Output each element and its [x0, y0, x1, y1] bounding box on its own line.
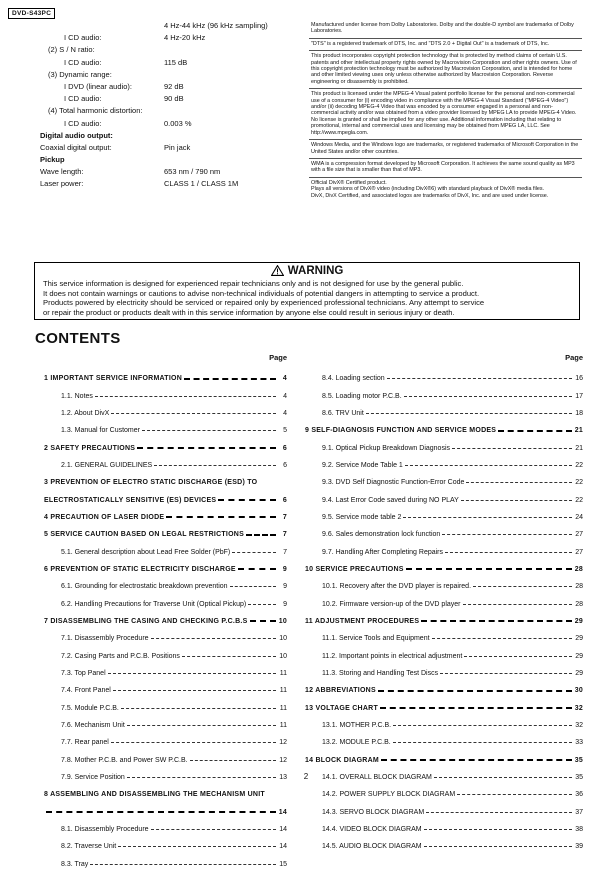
- toc-entry-title: 9 SELF-DIAGNOSIS FUNCTION AND SERVICE MODES: [305, 427, 497, 435]
- toc-entry-title: 7.6. Mechanism Unit: [61, 722, 125, 730]
- toc-entry-title: 7.4. Front Panel: [61, 687, 111, 695]
- toc-leader: [95, 396, 276, 397]
- toc-page-number: 37: [575, 808, 583, 816]
- toc-entry-title: 9.4. Last Error Code saved during NO PLAY: [322, 496, 459, 504]
- toc-page-number: 16: [575, 375, 583, 383]
- spec-label: (2) S / N ratio:: [48, 45, 95, 55]
- toc-leader: [137, 447, 276, 449]
- toc-entry-title: 9.5. Service mode table 2: [322, 513, 402, 521]
- toc-entry[interactable]: [305, 422, 583, 439]
- toc-page-number: 24: [575, 513, 583, 521]
- toc-leader: [404, 396, 572, 397]
- toc-page-number: 7: [282, 513, 287, 521]
- toc-leader: [393, 725, 572, 726]
- warning-box: [34, 262, 580, 320]
- license-notice: Official DivX® Certified product. Plays all versions of DivX® video (including DivX®6) with standard playback of DivX® media files. DivX, DivX Certified, and associated logos are trademarks of DivX, Inc. and are used under license.: [311, 179, 549, 199]
- toc-page-number: 32: [574, 704, 583, 712]
- toc-entry[interactable]: [305, 543, 583, 560]
- page-column-label: Page: [269, 353, 287, 362]
- toc-leader: [393, 742, 572, 743]
- toc-page-number: 17: [575, 392, 583, 400]
- toc-entry[interactable]: [44, 595, 287, 612]
- toc-leader: [111, 742, 276, 743]
- toc-entry-title: 7.1. Disassembly Procedure: [61, 635, 149, 643]
- toc-leader: [113, 690, 276, 691]
- toc-entry[interactable]: [44, 838, 287, 855]
- warning-line: Products powered by electricity should be serviced or repaired only by experienced professional technicians. Any attempt to service: [43, 298, 485, 308]
- spec-label: Wave length:: [40, 167, 84, 177]
- toc-leader: [380, 707, 572, 709]
- toc-leader: [218, 499, 276, 501]
- toc-page-number: 6: [283, 461, 287, 469]
- toc-leader: [118, 846, 276, 847]
- toc-entry-title: 11.3. Storing and Handling Test Discs: [322, 670, 439, 678]
- toc-page-number: 29: [575, 652, 583, 660]
- toc-leader: [232, 552, 276, 553]
- toc-leader: [424, 829, 572, 830]
- model-tag: DVD-S43PC: [8, 8, 55, 19]
- license-notice: "DTS" is a registered trademark of DTS, Inc. and "DTS 2.0 + Digital Out" is a trademark of DTS, Inc.: [309, 39, 582, 51]
- toc-entry-title: 9.2. Service Mode Table 1: [322, 461, 403, 469]
- toc-entry-title: 4 PRECAUTION OF LASER DIODE: [44, 513, 165, 521]
- toc-leader: [151, 638, 276, 639]
- toc-entry[interactable]: [305, 630, 583, 647]
- toc-page-number: 10: [279, 635, 287, 643]
- toc-entry[interactable]: [305, 648, 583, 665]
- toc-leader: [151, 829, 276, 830]
- spec-value: 90 dB: [164, 94, 184, 104]
- spec-row: [40, 32, 270, 44]
- spec-row: [40, 69, 270, 81]
- toc-entry[interactable]: [305, 700, 583, 717]
- toc-page-number: 21: [574, 427, 583, 435]
- toc-entry[interactable]: [305, 838, 583, 855]
- toc-entry-title: 7.7. Rear panel: [61, 739, 109, 747]
- toc-entry[interactable]: [305, 491, 583, 508]
- toc-leader: [406, 568, 572, 570]
- toc-entry-title: 7.5. Module P.C.B.: [61, 704, 119, 712]
- toc-leader: [378, 690, 572, 692]
- toc-page-number: 9: [282, 565, 287, 573]
- toc-entry-title: 10 SERVICE PRECAUTIONS: [305, 565, 404, 573]
- toc-leader: [366, 413, 572, 414]
- toc-entry[interactable]: [305, 804, 583, 821]
- toc-entry-title: 6.1. Grounding for electrostatic breakdown prevention: [61, 583, 228, 591]
- toc-entry[interactable]: [44, 491, 287, 508]
- toc-page-number: 14: [278, 808, 287, 816]
- spec-label: Pickup: [40, 155, 65, 165]
- warning-triangle-icon: [271, 265, 285, 279]
- toc-entry[interactable]: [44, 821, 287, 838]
- toc-page-number: 11: [279, 722, 287, 730]
- toc-entry[interactable]: [44, 630, 287, 647]
- toc-page-number: 7: [283, 548, 287, 556]
- toc-entry-title: 14.4. VIDEO BLOCK DIAGRAM: [322, 826, 422, 834]
- toc-leader: [90, 864, 276, 865]
- spec-label: I DVD (linear audio):: [64, 81, 132, 91]
- toc-page-number: 11: [279, 670, 287, 678]
- toc-leader: [111, 413, 276, 414]
- spec-row: [40, 142, 270, 154]
- toc-page-number: 4: [283, 409, 287, 417]
- toc-entry[interactable]: [44, 439, 287, 456]
- toc-entry[interactable]: [44, 856, 287, 873]
- spec-value: 92 dB: [164, 81, 184, 91]
- warning-line: This service information is designed for experienced repair technicians only and is not designed for use by the general public.: [43, 279, 464, 288]
- toc-entry[interactable]: [305, 595, 583, 612]
- toc-leader: [387, 378, 572, 379]
- toc-leader: [424, 846, 572, 847]
- toc-entry-title: 14.5. AUDIO BLOCK DIAGRAM: [322, 843, 422, 851]
- toc-page-number: 14: [279, 826, 287, 834]
- toc-page-number: 9: [283, 600, 287, 608]
- toc-leader: [46, 811, 276, 813]
- toc-entry-title: 14.3. SERVO BLOCK DIAGRAM: [322, 808, 425, 816]
- toc-leader: [440, 673, 572, 674]
- toc-entry[interactable]: [44, 457, 287, 474]
- toc-entry[interactable]: [305, 821, 583, 838]
- toc-entry[interactable]: [305, 682, 583, 699]
- toc-page-number: 13: [279, 774, 287, 782]
- toc-entry[interactable]: [44, 786, 287, 803]
- toc-page-number: 29: [575, 670, 583, 678]
- toc-leader: [405, 465, 572, 466]
- toc-entry[interactable]: [44, 682, 287, 699]
- toc-leader: [190, 760, 276, 761]
- spec-value: 4 Hz-44 kHz (96 kHz sampling): [164, 21, 268, 30]
- toc-leader: [421, 620, 572, 622]
- toc-page-number: 32: [575, 722, 583, 730]
- toc-entry[interactable]: [44, 387, 287, 404]
- toc-entry[interactable]: [44, 665, 287, 682]
- contents-title: CONTENTS: [35, 330, 121, 347]
- toc-page-number: 36: [575, 791, 583, 799]
- warning-line: or repair the product or products dealt with in this service information by anyone else could result in serious injury or death.: [43, 307, 455, 317]
- toc-leader: [432, 638, 572, 639]
- toc-page-number: 9: [283, 583, 287, 591]
- toc-page-number: 22: [575, 461, 583, 469]
- toc-page-number: 21: [575, 444, 583, 452]
- toc-page-number: 35: [574, 756, 583, 764]
- spec-label: Coaxial digital output:: [40, 142, 112, 152]
- toc-entry[interactable]: [305, 370, 583, 387]
- toc-entry[interactable]: [44, 648, 287, 665]
- spec-row: [40, 81, 270, 93]
- toc-leader: [248, 604, 276, 605]
- toc-entry[interactable]: [305, 752, 583, 769]
- toc-page-number: 22: [575, 496, 583, 504]
- spec-label: I CD audio:: [64, 118, 102, 128]
- toc-entry-title: 13 VOLTAGE CHART: [305, 704, 378, 712]
- toc-leader: [142, 430, 276, 431]
- toc-entry[interactable]: [44, 526, 287, 543]
- toc-leader: [403, 517, 572, 518]
- toc-entry-title: 11 ADJUSTMENT PROCEDURES: [305, 617, 420, 625]
- toc-entry-title: 9.6. Sales demonstration lock function: [322, 531, 441, 539]
- toc-page-number: 4: [283, 392, 287, 400]
- toc-page-number: 11: [279, 704, 287, 712]
- toc-entry-title: 10.1. Recovery after the DVD player is repaired.: [322, 583, 472, 591]
- toc-entry-title: 14 BLOCK DIAGRAM: [305, 756, 380, 764]
- toc-entry-title: 2 SAFETY PRECAUTIONS: [44, 444, 136, 452]
- toc-entry[interactable]: [305, 786, 583, 803]
- toc-entry-title: 10.2. Firmware version-up of the DVD player: [322, 600, 461, 608]
- toc-page-number: 11: [279, 687, 287, 695]
- spec-row: [40, 130, 270, 142]
- toc-page-number: 10: [279, 652, 287, 660]
- toc-entry[interactable]: [44, 370, 287, 387]
- toc-entry-title: 11.2. Important points in electrical adjustment: [322, 652, 463, 660]
- toc-leader: [473, 586, 572, 587]
- toc-entry[interactable]: [44, 578, 287, 595]
- toc-leader: [498, 430, 572, 432]
- toc-entry[interactable]: [305, 439, 583, 456]
- spec-label: I CD audio:: [64, 94, 102, 104]
- page-number: 2: [303, 772, 309, 781]
- toc-entry-title: 5.1. General description about Lead Free Solder (PbF): [61, 548, 231, 556]
- toc-page-number: 27: [575, 548, 583, 556]
- toc-leader: [166, 516, 276, 518]
- toc-page-number: 30: [574, 687, 583, 695]
- spec-label: (4) Total harmonic distortion:: [48, 106, 143, 116]
- toc-page-number: 28: [575, 583, 583, 591]
- toc-leader: [238, 568, 276, 570]
- toc-entry-title: 8.5. Loading motor P.C.B.: [322, 392, 402, 400]
- spec-row: [40, 154, 270, 166]
- warning-heading: [35, 265, 579, 279]
- license-notice: This product is licensed under the MPEG-4 Visual patent portfolio license for the personal and non-commercial use of a consumer for (i) encoding video in compliance with the MPEG-4 Visual Standard ("MPEG-4 Video") and/or (ii) decoding MPEG-4 Video that was encoded by a consumer engaged in a personal and non-commercial activity and/or was obtained from a video provider licensed by MPEG LA to provide MPEG-4 Video. No license is granted or shall be implied for any other use. Additional information including that relating to promotional, internal and commercial uses and licensing may be obtained from MPEG LA, LLC. See http://www.mpegla.com.: [309, 89, 582, 140]
- toc-entry-title: 8.3. Tray: [61, 860, 89, 868]
- toc-entry-title: 1.3. Manual for Customer: [61, 427, 140, 435]
- toc-leader: [230, 586, 276, 587]
- toc-entry[interactable]: [44, 734, 287, 751]
- toc-entry-title: 9.1. Optical Pickup Breakdown Diagnosis: [322, 444, 451, 452]
- toc-entry[interactable]: [44, 700, 287, 717]
- spec-value: 653 nm / 790 nm: [164, 167, 221, 177]
- toc-entry-title: 9.3. DVD Self Diagnostic Function-Error Code: [322, 479, 465, 487]
- toc-entry[interactable]: [305, 717, 583, 734]
- toc-page-number: 28: [575, 600, 583, 608]
- toc-entry[interactable]: [305, 665, 583, 682]
- toc-entry-title: 12 ABBREVIATIONS: [305, 687, 376, 695]
- spec-row: [40, 178, 270, 190]
- toc-entry-title: 8.6. TRV Unit: [322, 409, 364, 417]
- toc-entry-title: 1.1. Notes: [61, 392, 93, 400]
- spec-row: [40, 93, 270, 105]
- toc-entry[interactable]: [44, 474, 287, 491]
- spec-row: [40, 118, 270, 130]
- toc-leader: [182, 656, 276, 657]
- toc-leader: [461, 500, 572, 501]
- toc-entry[interactable]: [305, 526, 583, 543]
- toc-page-number: 6: [282, 444, 287, 452]
- toc-entry-title: 14.1. OVERALL BLOCK DIAGRAM: [322, 774, 432, 782]
- license-notices: [309, 20, 582, 202]
- license-notice: This product incorporates copyright protection technology that is protected by method claims of certain U.S. patents and other intellectual property rights owned by Macrovision Corporation and other rights owners. Use of this copyright protection technology must be authorized by Macrovision Corporation, and is intended for home and other limited viewing uses only unless otherwise authorized by Macrovision Corporation. Reverse engineering or disassembly is prohibited.: [309, 51, 582, 89]
- toc-page-number: 29: [574, 617, 583, 625]
- spec-row: [40, 20, 270, 32]
- toc-page-number: 15: [279, 860, 287, 868]
- toc-leader: [442, 534, 572, 535]
- toc-entry-title: 3 PREVENTION OF ELECTRO STATIC DISCHARGE (ESD) TO: [44, 479, 258, 487]
- spec-row: [40, 166, 270, 178]
- spec-list: [40, 20, 270, 191]
- toc-leader: [426, 812, 572, 813]
- toc-left-column: [44, 352, 287, 873]
- spec-value: Pin jack: [164, 142, 191, 152]
- toc-entry-title: 7.2. Casing Parts and P.C.B. Positions: [61, 652, 180, 660]
- spec-value: 0.003 %: [164, 118, 192, 128]
- warning-title: WARNING: [287, 265, 344, 277]
- toc-entry-title: 8.1. Disassembly Procedure: [61, 826, 149, 834]
- toc-entry-title: 7 DISASSEMBLING THE CASING AND CHECKING P.C.B.S: [44, 617, 248, 625]
- toc-entry[interactable]: [305, 578, 583, 595]
- toc-entry[interactable]: [44, 613, 287, 630]
- toc-page-number: 28: [574, 565, 583, 573]
- toc-entry[interactable]: [305, 387, 583, 404]
- toc-page-number: 35: [575, 774, 583, 782]
- toc-page-number: 14: [279, 843, 287, 851]
- toc-entry[interactable]: [44, 752, 287, 769]
- toc-page-number: 7: [282, 531, 287, 539]
- toc-page-number: 38: [575, 826, 583, 834]
- toc-entry-title: 5 SERVICE CAUTION BASED ON LEGAL RESTRICTIONS: [44, 531, 245, 539]
- toc-entry-title: 6 PREVENTION OF STATIC ELECTRICITY DISCHARGE: [44, 565, 236, 573]
- spec-value: CLASS 1 / CLASS 1M: [164, 179, 239, 189]
- toc-entry[interactable]: [305, 509, 583, 526]
- toc-entry-title: 14.2. POWER SUPPLY BLOCK DIAGRAM: [322, 791, 456, 799]
- spec-row: [40, 105, 270, 117]
- toc-page-number: 12: [279, 739, 287, 747]
- toc-leader: [445, 552, 572, 553]
- toc-entry[interactable]: [44, 422, 287, 439]
- toc-entry-title: 7.9. Service Position: [61, 774, 125, 782]
- toc-leader: [250, 620, 277, 622]
- toc-leader: [108, 673, 276, 674]
- toc-page-number: 39: [575, 843, 583, 851]
- spec-label: I CD audio:: [64, 57, 102, 67]
- spec-row: [40, 44, 270, 56]
- toc-entry-title: 6.2. Handling Precautions for Traverse Unit (Optical Pickup): [61, 600, 247, 608]
- toc-leader: [381, 759, 572, 761]
- toc-entry[interactable]: [44, 509, 287, 526]
- toc-leader: [464, 656, 572, 657]
- spec-label: Digital audio output:: [40, 130, 113, 140]
- toc-page-number: 12: [279, 756, 287, 764]
- toc-entry-title: 9.7. Handling After Completing Repairs: [322, 548, 444, 556]
- toc-page-number: 5: [283, 427, 287, 435]
- toc-page-number: 6: [282, 496, 287, 504]
- toc-entry-title: 1.2. About DivX: [61, 409, 110, 417]
- toc-entry[interactable]: [44, 804, 287, 821]
- toc-entry[interactable]: [44, 405, 287, 422]
- license-notice: WMA is a compression format developed by Microsoft Corporation. It achieves the same sound quality as MP3 with a file size that is smaller than that of MP3.: [309, 159, 582, 178]
- toc-entry[interactable]: [305, 405, 583, 422]
- toc-entry-title: ELECTROSTATICALLY SENSITIVE (ES) DEVICES: [44, 496, 217, 504]
- spec-value: 115 dB: [164, 57, 188, 67]
- toc-entry-title: 8.4. Loading section: [322, 375, 385, 383]
- license-notice: Windows Media, and the Windows logo are trademarks, or registered trademarks of Microsoft Corporation in the United States and/or other countries.: [309, 140, 582, 159]
- toc-entry-title: 7.8. Mother P.C.B. and Power SW P.C.B.: [61, 756, 188, 764]
- toc-entry[interactable]: [305, 474, 583, 491]
- toc-entry[interactable]: [305, 561, 583, 578]
- toc-entry[interactable]: [44, 717, 287, 734]
- toc-entry[interactable]: [44, 543, 287, 560]
- toc-leader: [121, 708, 276, 709]
- toc-leader: [463, 604, 573, 605]
- toc-entry[interactable]: [305, 734, 583, 751]
- toc-leader: [452, 448, 572, 449]
- spec-label: I CD audio:: [64, 33, 102, 43]
- toc-page-number: 10: [278, 617, 287, 625]
- toc-page-number: 27: [575, 531, 583, 539]
- toc-leader: [466, 482, 572, 483]
- toc-entry-title: 8.2. Traverse Unit: [61, 843, 117, 851]
- spec-label: (3) Dynamic range:: [48, 69, 112, 79]
- spec-label: Laser power:: [40, 179, 84, 189]
- toc-entry-title: 13.1. MOTHER P.C.B.: [322, 722, 392, 730]
- spec-value: 4 Hz-20 kHz: [164, 33, 206, 43]
- toc-leader: [154, 465, 276, 466]
- toc-entry-title: 1 IMPORTANT SERVICE INFORMATION: [44, 375, 183, 383]
- toc-entry[interactable]: [305, 613, 583, 630]
- spec-row: [40, 57, 270, 69]
- toc-entry-title: 11.1. Service Tools and Equipment: [322, 635, 430, 643]
- toc-page-number: 4: [282, 375, 287, 383]
- toc-page-number: 18: [575, 409, 583, 417]
- toc-page-number: 33: [575, 739, 583, 747]
- toc-leader: [184, 378, 276, 380]
- toc-leader: [246, 534, 276, 536]
- toc-entry-title: 7.3. Top Panel: [61, 670, 106, 678]
- toc-page-number: 29: [575, 635, 583, 643]
- toc-entry-title: 13.2. MODULE P.C.B.: [322, 739, 391, 747]
- warning-line: It does not contain warnings or cautions to advise non-technical individuals of potential dangers in attempting to service a product.: [43, 288, 480, 298]
- license-notice: Manufactured under license from Dolby Laboratories. Dolby and the double-D symbol are trademarks of Dolby Laboratories.: [309, 20, 582, 39]
- toc-entry-title: 8 ASSEMBLING AND DISASSEMBLING THE MECHANISM UNIT: [44, 791, 265, 799]
- toc-entry[interactable]: [305, 457, 583, 474]
- toc-entry[interactable]: [44, 561, 287, 578]
- toc-leader: [457, 794, 572, 795]
- toc-entry-title: 2.1. GENERAL GUIDELINES: [61, 461, 153, 469]
- toc-leader: [127, 725, 276, 726]
- toc-page-number: 22: [575, 479, 583, 487]
- page-column-label: Page: [565, 353, 583, 362]
